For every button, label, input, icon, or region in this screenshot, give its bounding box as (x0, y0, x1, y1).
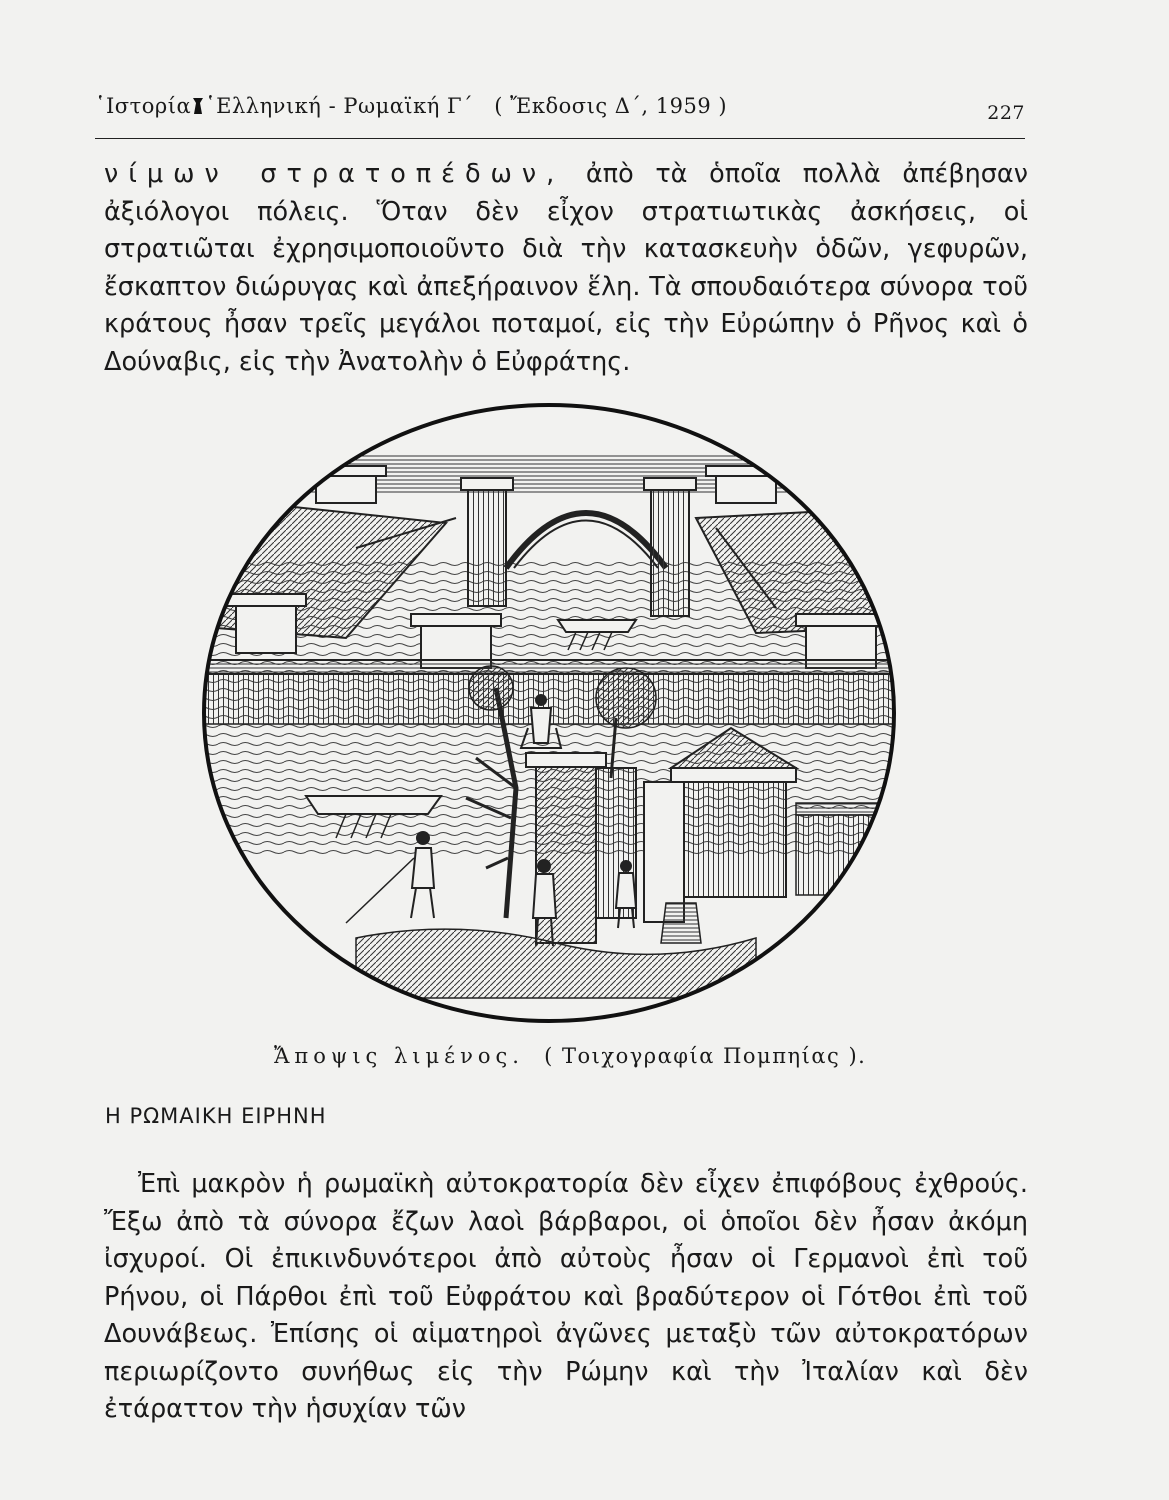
header-edition: ( Ἔκδοσις Δ΄, 1959 ) (494, 94, 728, 118)
paragraph-1-lead: νίμων στρατοπέδων, (104, 159, 565, 189)
figure-caption-source: ( Τοιχογραφία Πομπηίας ). (544, 1044, 867, 1068)
section-heading: Η ΡΩΜΑΙΚΗ ΕΙΡΗΝΗ (105, 1104, 327, 1128)
paragraph-1-text: ἀπὸ τὰ ὁποῖα πολλὰ ἀπέβησαν ἀξιόλογοι πόλεις. Ὅταν δὲν εἶχον στρατιωτικὰς ἀσκήσεις, οἱ στρατιῶται ἐχρησιμοποιοῦντο διὰ τὴν κατασκευὴν ὁδῶν, γεφυρῶν, ἔσκαπτον διώρυγας καὶ ἀπεξήραινον ἕλη. Τὰ σπουδαιότερα σύνορα τοῦ κράτους ἦσαν τρεῖς μεγάλοι ποταμοί, εἰς τὴν Εὐρώπην ὁ Ρῆνος καὶ ὁ Δούναβις, εἰς τὴν Ἀνατολὴν ὁ Εὐφράτης. (104, 159, 1028, 377)
harbor-engraving (196, 398, 902, 1028)
body-paragraph-1 (104, 156, 1028, 381)
body-paragraph-2: Ἐπὶ μακρὸν ἡ ρωμαϊκὴ αὐτοκρατορία δὲν εἶχεν ἐπιφόβους ἐχθρούς. Ἔξω ἀπὸ τὰ σύνορα ἔζων λαοὶ βάρβαροι, οἱ ὁποῖοι δὲν ἦσαν ἀκόμη ἰσχυροί. Οἱ ἐπικινδυνότεροι ἀπὸ αὐτοὺς ἦσαν οἱ Γερμανοὶ ἐπὶ τοῦ Ρήνου, οἱ Πάρθοι ἐπὶ τοῦ Εὐφράτου καὶ βραδύτερον οἱ Γότθοι ἐπὶ τοῦ Δουνάβεως. Ἐπίσης οἱ αἱματηροὶ ἀγῶνες μεταξὺ τῶν αὐτοκρατόρων περιωρίζοντο συνήθως εἰς τὴν Ρώμην καὶ τὴν Ἰταλίαν καὶ δὲν ἐτάραττον τὴν ἡσυχίαν τῶν (104, 1169, 1028, 1424)
running-header (95, 88, 1025, 128)
header-divider (95, 138, 1025, 139)
page-number: 227 (987, 102, 1025, 124)
header-title-part-b: ῾Ελληνική - Ρωμαϊκή Γ΄ (205, 94, 474, 118)
figure-caption-title: Ἄποψις λιμένος. (274, 1044, 524, 1068)
header-title-part-a: ῾Ιστορία (95, 94, 192, 118)
printer-ornament-icon (192, 96, 204, 114)
header-title (95, 94, 727, 118)
figure-caption (274, 1044, 866, 1068)
